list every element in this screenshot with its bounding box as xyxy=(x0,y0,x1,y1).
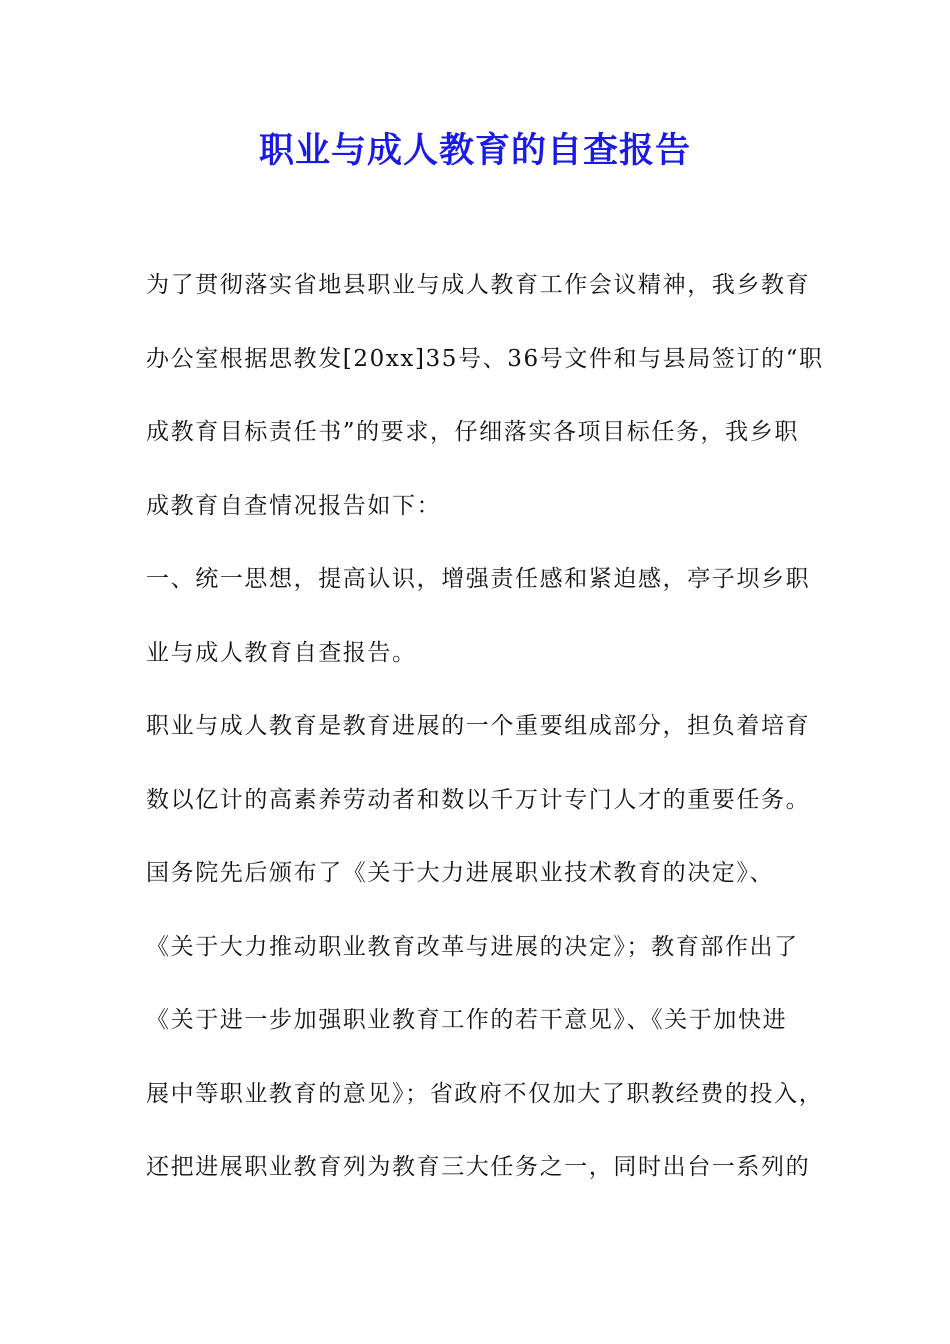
body-line: 《关于进一步加强职业教育工作的若干意见》、《关于加快进 xyxy=(146,1007,788,1033)
body-line: 办公室根据思教发[20xx]35号、36号文件和与县局签订的“职 xyxy=(146,345,824,372)
document-body xyxy=(146,262,824,1218)
body-line: 还把进展职业教育列为教育三大任务之一，同时出台一系列的 xyxy=(146,1154,811,1180)
body-line: 展中等职业教育的意见》；省政府不仅加大了职教经费的投入， xyxy=(146,1080,824,1107)
body-line: 数以亿计的高素养劳动者和数以千万计专门人才的重要任务。 xyxy=(146,786,811,813)
body-line: 国务院先后颁布了《关于大力进展职业技术教育的决定》、 xyxy=(146,860,775,886)
body-line: 成教育自查情况报告如下： xyxy=(146,492,442,519)
body-line: 一、统一思想，提高认识，增强责任感和紧迫感，亭子坝乡职 xyxy=(146,566,811,592)
body-line: 业与成人教育自查报告。 xyxy=(146,639,417,666)
document-title: 职业与成人教育的自查报告 xyxy=(258,131,691,171)
body-line: 为了贯彻落实省地县职业与成人教育工作会议精神，我乡教育 xyxy=(146,272,811,298)
body-line: 成教育目标责任书”的要求，仔细落实各项目标任务，我乡职 xyxy=(146,419,799,445)
body-line: 职业与成人教育是教育进展的一个重要组成部分，担负着培育 xyxy=(146,713,811,739)
body-line: 《关于大力推动职业教育改革与进展的决定》；教育部作出了 xyxy=(146,933,799,960)
